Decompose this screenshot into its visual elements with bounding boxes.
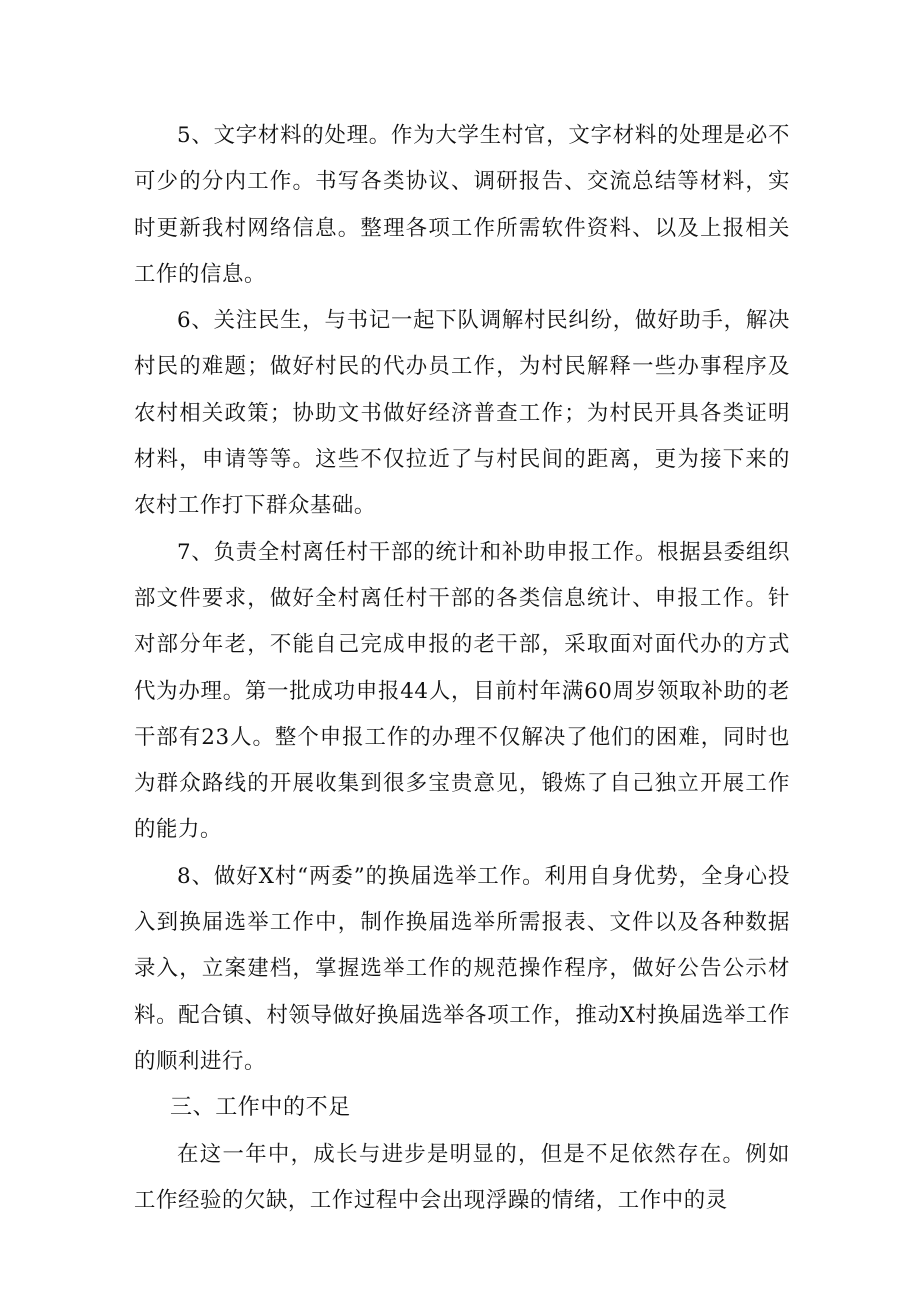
paragraph-item-7: 7、负责全村离任村干部的统计和补助申报工作。根据县委组织部文件要求，做好全村离任村干部的各类信息统计、申报工作。针对部分年老，不能自己完成申报的老干部，采取面对面代办的方式代为办理。第一批成功申报44人，目前村年满60周岁领取补助的老干部有23人。整个申报工作的办理不仅解决了他们的困难，同时也为群众路线的开展收集到很多宝贵意见，锻炼了自己独立开展工作的能力。 (134, 539, 790, 843)
section-heading: 三、工作中的不足 (170, 1095, 351, 1121)
document-page (134, 113, 790, 1224)
paragraph-item-6: 6、关注民生，与书记一起下队调解村民纠纷，做好助手，解决村民的难题；做好村民的代办员工作，为村民解释一些办事程序及农村相关政策；协助文书做好经济普查工作；为村民开具各类证明材料，申请等等。这些不仅拉近了与村民间的距离，更为接下来的农村工作打下群众基础。 (134, 308, 790, 519)
closing-paragraph: 在这一年中，成长与进步是明显的，但是不足依然存在。例如工作经验的欠缺，工作过程中会出现浮躁的情绪，工作中的灵 (134, 1141, 790, 1213)
paragraph-item-8: 8、做好X村“两委”的换届选举工作。利用自身优势，全身心投入到换届选举工作中，制作换届选举所需报表、文件以及各种数据录入，立案建档，掌握选举工作的规范操作程序，做好公告公示材料。配合镇、村领导做好换届选举各项工作，推动X村换届选举工作的顺利进行。 (134, 863, 790, 1074)
paragraph-item-5: 5、文字材料的处理。作为大学生村官，文字材料的处理是必不可少的分内工作。书写各类协议、调研报告、交流总结等材料，实时更新我村网络信息。整理各项工作所需软件资料、以及上报相关工作的信息。 (134, 123, 790, 287)
